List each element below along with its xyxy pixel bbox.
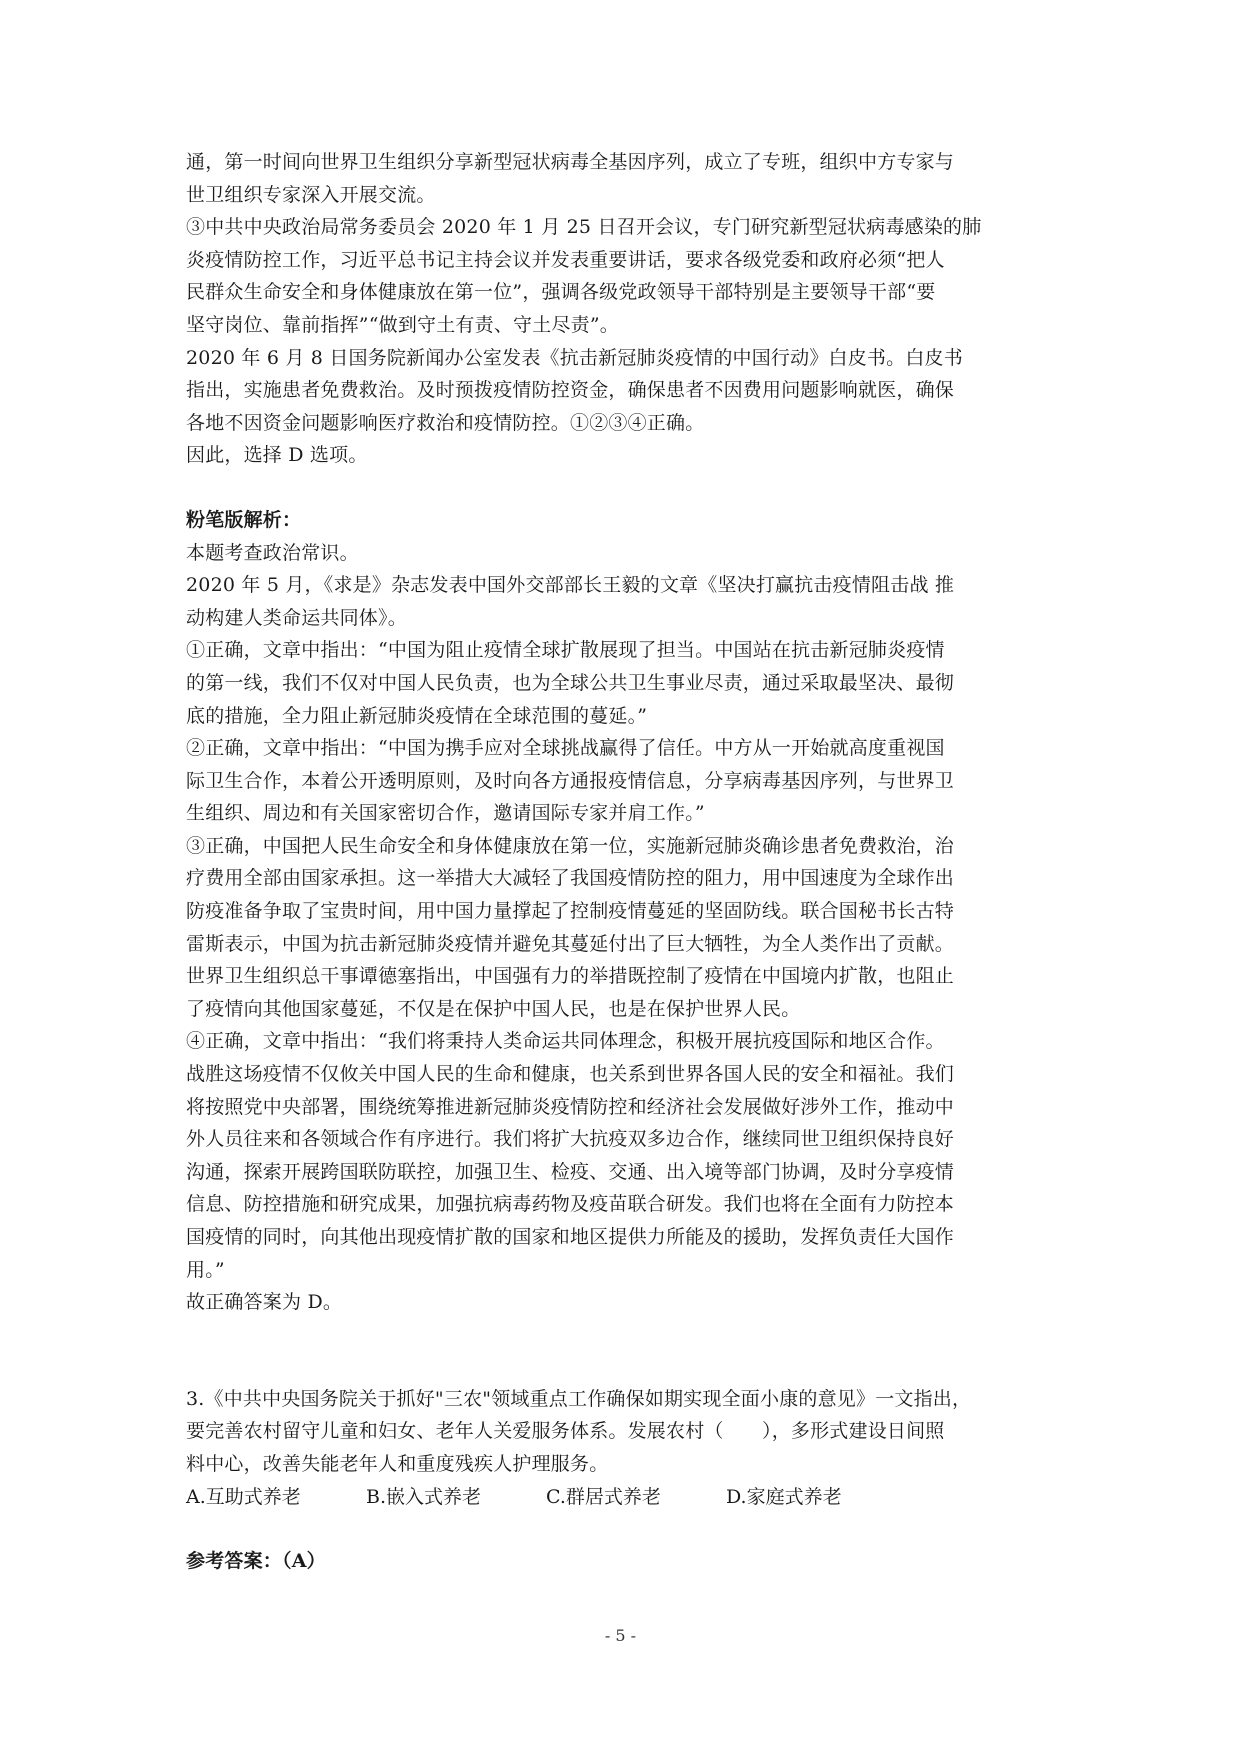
text-line: 民群众生命安全和身体健康放在第一位”，强调各级党政领导干部特别是主要领导干部“要	[186, 281, 936, 304]
text-line: ③中共中央政治局常务委员会 2020 年 1 月 25 日召开会议，专门研究新型冠状病毒感染的肺	[186, 216, 982, 239]
text-line: 信息、防控措施和研究成果，加强抗病毒药物及疫苗联合研发。我们也将在全面有力防控本	[186, 1193, 955, 1216]
text-line: 生组织、周边和有关国家密切合作，邀请国际专家并肩工作。”	[186, 802, 705, 825]
document-body	[186, 146, 1056, 1578]
text-line: 世界卫生组织总干事谭德塞指出，中国强有力的举措既控制了疫情在中国境内扩散，也阻止	[186, 965, 955, 988]
page-number: - 5 -	[604, 1626, 637, 1645]
text-line: 国疫情的同时，向其他出现疫情扩散的国家和地区提供力所能及的援助，发挥负责任大国作	[186, 1226, 955, 1248]
question-text: 3.《中共中央国务院关于抓好"三农"领域重点工作确保如期实现全面小康的意见》一文指出，	[186, 1387, 972, 1410]
text-line: ②正确，文章中指出：“中国为携手应对全球挑战赢得了信任。中方从一开始就高度重视国	[186, 737, 945, 760]
question-text: 要完善农村留守儿童和妇女、老年人关爱服务体系。发展农村（ ），多形式建设日间照	[186, 1420, 945, 1443]
text-line: 因此，选择 D 选项。	[186, 444, 368, 467]
text-line: 通，第一时间向世界卫生组织分享新型冠状病毒全基因序列，成立了专班，组织中方专家与	[186, 151, 955, 173]
spacer	[186, 472, 1056, 504]
text-line: 防疫准备争取了宝贵时间，用中国力量撑起了控制疫情蔓延的坚固防线。联合国秘书长古特	[186, 900, 955, 923]
text-line: ①正确，文章中指出：“中国为阻止疫情全球扩散展现了担当。中国站在抗击新冠肺炎疫情	[186, 639, 945, 662]
option-b: B.嵌入式养老	[366, 1485, 482, 1508]
text-line: 战胜这场疫情不仅攸关中国人民的生命和健康，也关系到世界各国人民的安全和福祉。我们	[186, 1063, 955, 1086]
text-line: 本题考查政治常识。	[186, 541, 359, 564]
fenbi-analysis	[186, 504, 1056, 1319]
text-line: 世卫组织专家深入开展交流。	[186, 183, 436, 206]
text-line: 用。”	[186, 1258, 225, 1281]
text-line: 坚守岗位、靠前指挥”“做到守土有责、守土尽责”。	[186, 313, 619, 336]
text-line: ③正确，中国把人民生命安全和身体健康放在第一位，实施新冠肺炎确诊患者免费救治，治	[186, 834, 955, 857]
text-line: 故正确答案为 D。	[186, 1291, 343, 1314]
text-line: 将按照党中央部署，围绕统筹推进新冠肺炎疫情防控和经济社会发展做好涉外工作，推动中	[186, 1095, 955, 1118]
text-line: 指出，实施患者免费救治。及时预拨疫情防控资金，确保患者不因费用问题影响就医，确保	[186, 379, 955, 402]
spacer	[186, 1513, 1056, 1545]
option-c: C.群居式养老	[546, 1485, 661, 1508]
text-line: 沟通，探索开展跨国联防联控，加强卫生、检疫、交通、出入境等部门协调，及时分享疫情	[186, 1160, 955, 1183]
spacer	[186, 1319, 1056, 1383]
text-line: 各地不因资金问题影响医疗救治和疫情防控。①②③④正确。	[186, 411, 705, 434]
option-d: D.家庭式养老	[726, 1485, 842, 1508]
section-heading: 粉笔版解析：	[186, 508, 302, 531]
reference-answer: 参考答案：（A）	[186, 1550, 326, 1573]
answer-options	[186, 1481, 1056, 1514]
text-line: 2020 年 6 月 8 日国务院新闻办公室发表《抗击新冠肺炎疫情的中国行动》白皮书。白皮书	[186, 346, 963, 369]
question-3	[186, 1383, 1056, 1513]
text-line: 疗费用全部由国家承担。这一举措大大减轻了我国疫情防控的阻力，用中国速度为全球作出	[186, 867, 955, 890]
text-line: ④正确，文章中指出：“我们将秉持人类命运共同体理念，积极开展抗疫国际和地区合作。	[186, 1030, 945, 1053]
text-line: 动构建人类命运共同体》。	[186, 606, 407, 629]
text-line: 外人员往来和各领域合作有序进行。我们将扩大抗疫双多边合作，继续同世卫组织保持良好	[186, 1128, 955, 1151]
text-line: 际卫生合作，本着公开透明原则，及时向各方通报疫情信息，分享病毒基因序列，与世界卫	[186, 769, 955, 792]
text-line: 炎疫情防控工作，习近平总书记主持会议并发表重要讲话，要求各级党委和政府必须“把人	[186, 248, 945, 271]
text-line: 2020 年 5 月，《求是》杂志发表中国外交部部长王毅的文章《坚决打赢抗击疫情阻击战 推	[186, 574, 955, 597]
question-text: 料中心，改善失能老年人和重度残疾人护理服务。	[186, 1452, 609, 1475]
text-line: 了疫情向其他国家蔓延，不仅是在保护中国人民，也是在保护世界人民。	[186, 997, 801, 1020]
option-a: A.互助式养老	[186, 1485, 301, 1508]
text-line: 底的措施，全力阻止新冠肺炎疫情在全球范围的蔓延。”	[186, 704, 648, 727]
text-line: 雷斯表示，中国为抗击新冠肺炎疫情并避免其蔓延付出了巨大牺牲，为全人类作出了贡献。	[186, 932, 955, 955]
analysis-continued	[186, 146, 1056, 472]
text-line: 的第一线，我们不仅对中国人民负责，也为全球公共卫生事业尽责，通过采取最坚决、最彻	[186, 671, 955, 694]
